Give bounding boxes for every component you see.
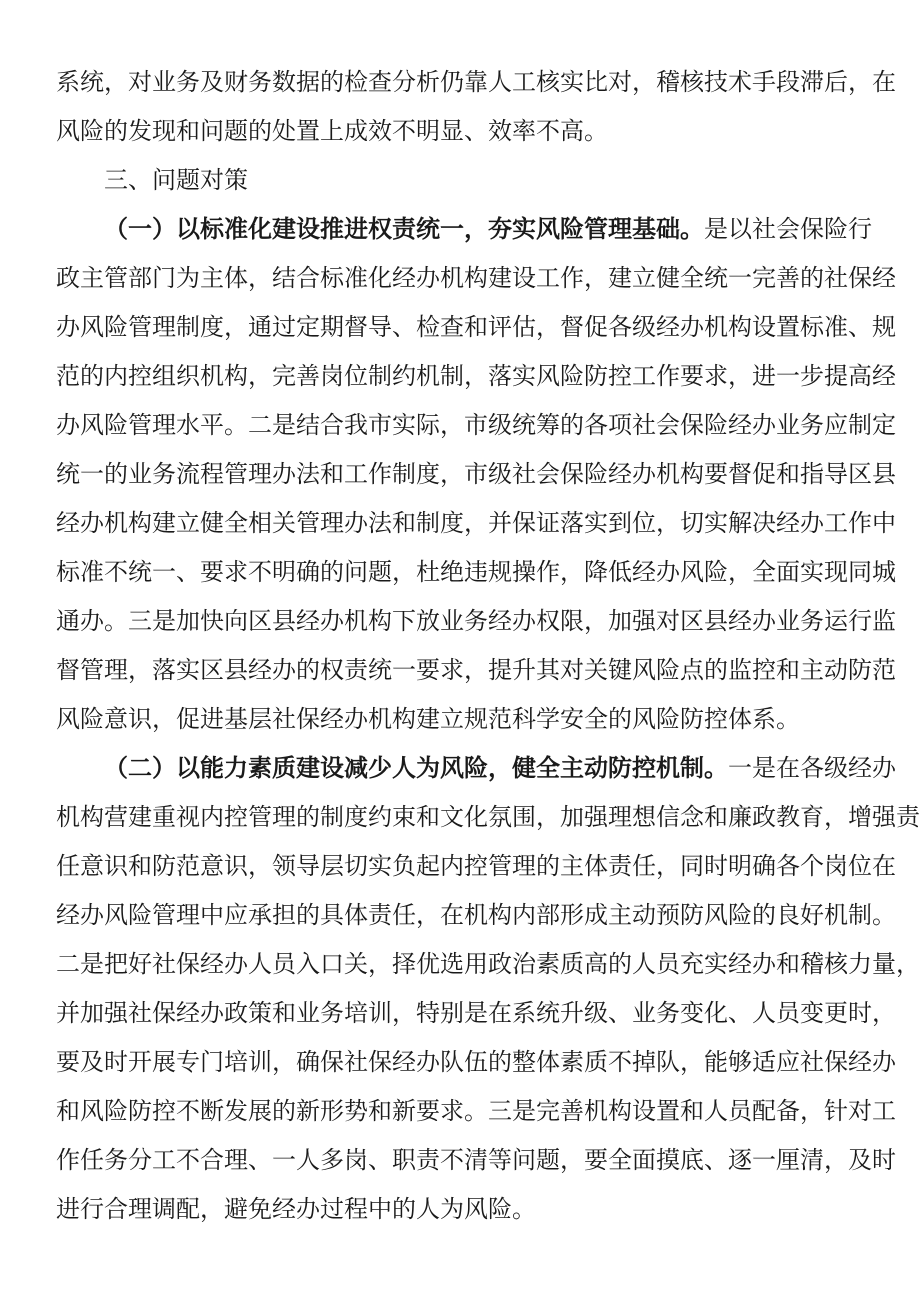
text-run: 是以社会保险行 [704, 215, 872, 243]
text-line: 办风险管理水平。二是结合我市实际，市级统筹的各项社会保险经办业务应制定 [56, 411, 896, 439]
text-line: 并加强社保经办政策和业务培训，特别是在系统升级、业务变化、人员变更时， [56, 999, 896, 1027]
paragraph-first-line [104, 209, 872, 249]
section-heading: 三、问题对策 [104, 166, 248, 194]
text-line: 标准不统一、要求不明确的问题，杜绝违规操作，降低经办风险，全面实现同城 [56, 558, 896, 586]
text-line: 作任务分工不合理、一人多岗、职责不清等问题，要全面摸底、逐一厘清，及时 [56, 1146, 896, 1174]
text-line: 进行合理调配，避免经办过程中的人为风险。 [56, 1195, 536, 1223]
text-line: 要及时开展专门培训，确保社保经办队伍的整体素质不掉队，能够适应社保经办 [56, 1048, 896, 1076]
text-line: 和风险防控不断发展的新形势和新要求。三是完善机构设置和人员配备，针对工 [56, 1097, 896, 1125]
text-line: 经办机构建立健全相关管理办法和制度，并保证落实到位，切实解决经办工作中 [56, 509, 896, 537]
text-line: 机构营建重视内控管理的制度约束和文化氛围，加强理想信念和廉政教育，增强责 [56, 803, 920, 831]
text-line: 经办风险管理中应承担的具体责任，在机构内部形成主动预防风险的良好机制。 [56, 901, 896, 929]
text-run: 一是在各级经办 [728, 754, 896, 782]
bold-lead: （一）以标准化建设推进权责统一，夯实风险管理基础。 [104, 214, 704, 243]
paragraph-first-line [104, 748, 896, 788]
bold-lead: （二）以能力素质建设减少人为风险，健全主动防控机制。 [104, 753, 728, 782]
text-line: 风险的发现和问题的处置上成效不明显、效率不高。 [56, 117, 608, 145]
text-line: 统一的业务流程管理办法和工作制度，市级社会保险经办机构要督促和指导区县 [56, 460, 896, 488]
text-line: 系统，对业务及财务数据的检查分析仍靠人工核实比对，稽核技术手段滞后，在 [56, 68, 896, 96]
text-line: 风险意识，促进基层社保经办机构建立规范科学安全的风险防控体系。 [56, 705, 800, 733]
text-line: 政主管部门为主体，结合标准化经办机构建设工作，建立健全统一完善的社保经 [56, 264, 896, 292]
text-line: 二是把好社保经办人员入口关，择优选用政治素质高的人员充实经办和稽核力量， [56, 950, 920, 978]
text-line: 通办。三是加快向区县经办机构下放业务经办权限，加强对区县经办业务运行监 [56, 607, 896, 635]
text-line: 范的内控组织机构，完善岗位制约机制，落实风险防控工作要求，进一步提高经 [56, 362, 896, 390]
text-line: 办风险管理制度，通过定期督导、检查和评估，督促各级经办机构设置标准、规 [56, 313, 896, 341]
text-line: 任意识和防范意识，领导层切实负起内控管理的主体责任，同时明确各个岗位在 [56, 852, 896, 880]
text-line: 督管理，落实区县经办的权责统一要求，提升其对关键风险点的监控和主动防范 [56, 656, 896, 684]
